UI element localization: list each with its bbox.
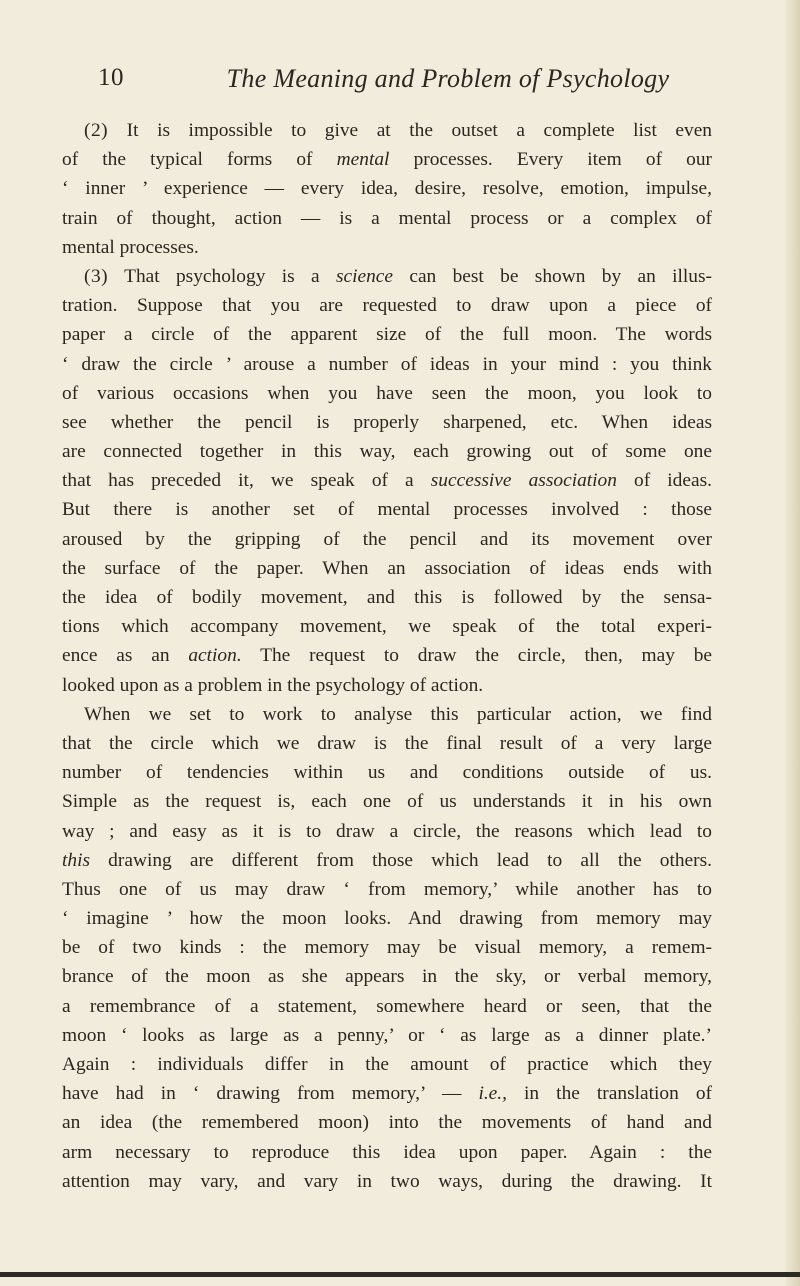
text-span: in the translation of: [506, 1083, 712, 1105]
emphasis-text: this: [62, 849, 91, 871]
text-span: That psychology is a: [108, 265, 336, 287]
text-span: It is impossible to give at the outset a complete list even: [108, 120, 712, 141]
page-edge-shadow: [786, 0, 800, 1286]
text-line: be of two kinds : the memory may be visual memory, a remem-: [62, 937, 712, 959]
paragraph-number: (2): [84, 120, 109, 141]
text-line: [62, 846, 712, 875]
text-line: that the circle which we draw is the final result of a very large: [62, 732, 712, 754]
emphasis-text: i.e.,: [478, 1083, 507, 1105]
text-line: [62, 262, 712, 291]
emphasis-text: successive association: [430, 470, 617, 492]
text-span: of the typical forms of: [62, 149, 337, 171]
emphasis-text: science: [335, 265, 393, 287]
text-line: [62, 145, 712, 174]
text-span: can best be shown by an illus-: [393, 265, 712, 287]
emphasis-text: action.: [188, 645, 242, 667]
text-line: number of tendencies within us and conditions outside of us.: [62, 762, 712, 784]
text-line: [62, 1079, 712, 1108]
text-line: aroused by the gripping of the pencil and its movement over: [62, 528, 712, 550]
text-line: the idea of bodily movement, and this is followed by the sensa-: [62, 587, 712, 608]
text-span: ence as an: [62, 645, 189, 667]
text-line: Simple as the request is, each one of us understands it in his own: [62, 791, 712, 813]
text-line: looked upon as a problem in the psychology of action.: [62, 674, 484, 696]
text-line: brance of the moon as she appears in the sky, or verbal memory,: [62, 966, 712, 988]
text-line: way ; and easy as it is to draw a circle, the reasons which lead to: [62, 820, 712, 842]
body-text: [62, 116, 712, 1196]
text-line: ‘ inner ’ experience — every idea, desire, resolve, emotion, impulse,: [62, 178, 712, 200]
text-line: [62, 641, 712, 670]
text-line: moon ‘ looks as large as a penny,’ or ‘ as large as a dinner plate.’: [62, 1024, 712, 1046]
text-line: paper a circle of the apparent size of the full moon. The words: [62, 324, 712, 346]
text-span: of ideas.: [616, 470, 712, 492]
text-line: When we set to work to analyse this particular action, we find: [84, 703, 712, 725]
text-line: Thus one of us may draw ‘ from memory,’ while another has to: [62, 878, 712, 900]
text-line: ‘ imagine ’ how the moon looks. And drawing from memory may: [62, 908, 712, 930]
bottom-rule: [0, 1272, 800, 1277]
text-line: of various occasions when you have seen the moon, you look to: [62, 382, 712, 404]
text-span: that has preceded it, we speak of a: [62, 470, 431, 492]
text-line: But there is another set of mental processes involved : those: [62, 499, 712, 521]
emphasis-text: mental: [336, 149, 390, 171]
text-line: ‘ draw the circle ’ arouse a number of ideas in your mind : you think: [62, 353, 712, 375]
text-span: processes. Every item of our: [389, 149, 712, 171]
text-span: The request to draw the circle, then, may be: [241, 645, 712, 667]
text-line: train of thought, action — is a mental process or a complex of: [62, 207, 712, 229]
text-span: have had in ‘ drawing from memory,’ —: [62, 1083, 479, 1105]
text-line: [62, 466, 712, 495]
text-line: tions which accompany movement, we speak of the total experi-: [62, 616, 712, 638]
running-title: The Meaning and Problem of Psychology: [226, 64, 670, 93]
page-header: [98, 64, 718, 104]
text-line: Again : individuals differ in the amount of practice which they: [62, 1054, 712, 1075]
text-line: attention may vary, and vary in two ways, during the drawing. It: [62, 1170, 712, 1192]
text-line: see whether the pencil is properly sharpened, etc. When ideas: [62, 411, 712, 433]
text-line: tration. Suppose that you are requested to draw upon a piece of: [62, 295, 712, 317]
text-line: are connected together in this way, each growing out of some one: [62, 441, 712, 463]
text-span: drawing are different from those which lead to all the others.: [90, 849, 712, 871]
page-number: 10: [98, 64, 124, 91]
text-line: mental processes.: [62, 236, 199, 258]
text-line: a remembrance of a statement, somewhere heard or seen, that the: [62, 995, 712, 1017]
text-line: the surface of the paper. When an association of ideas ends with: [62, 557, 712, 579]
text-line: [62, 116, 712, 145]
paragraph-number: (3): [84, 265, 109, 287]
text-line: an idea (the remembered moon) into the movements of hand and: [62, 1112, 712, 1134]
text-line: arm necessary to reproduce this idea upon paper. Again : the: [62, 1141, 712, 1163]
